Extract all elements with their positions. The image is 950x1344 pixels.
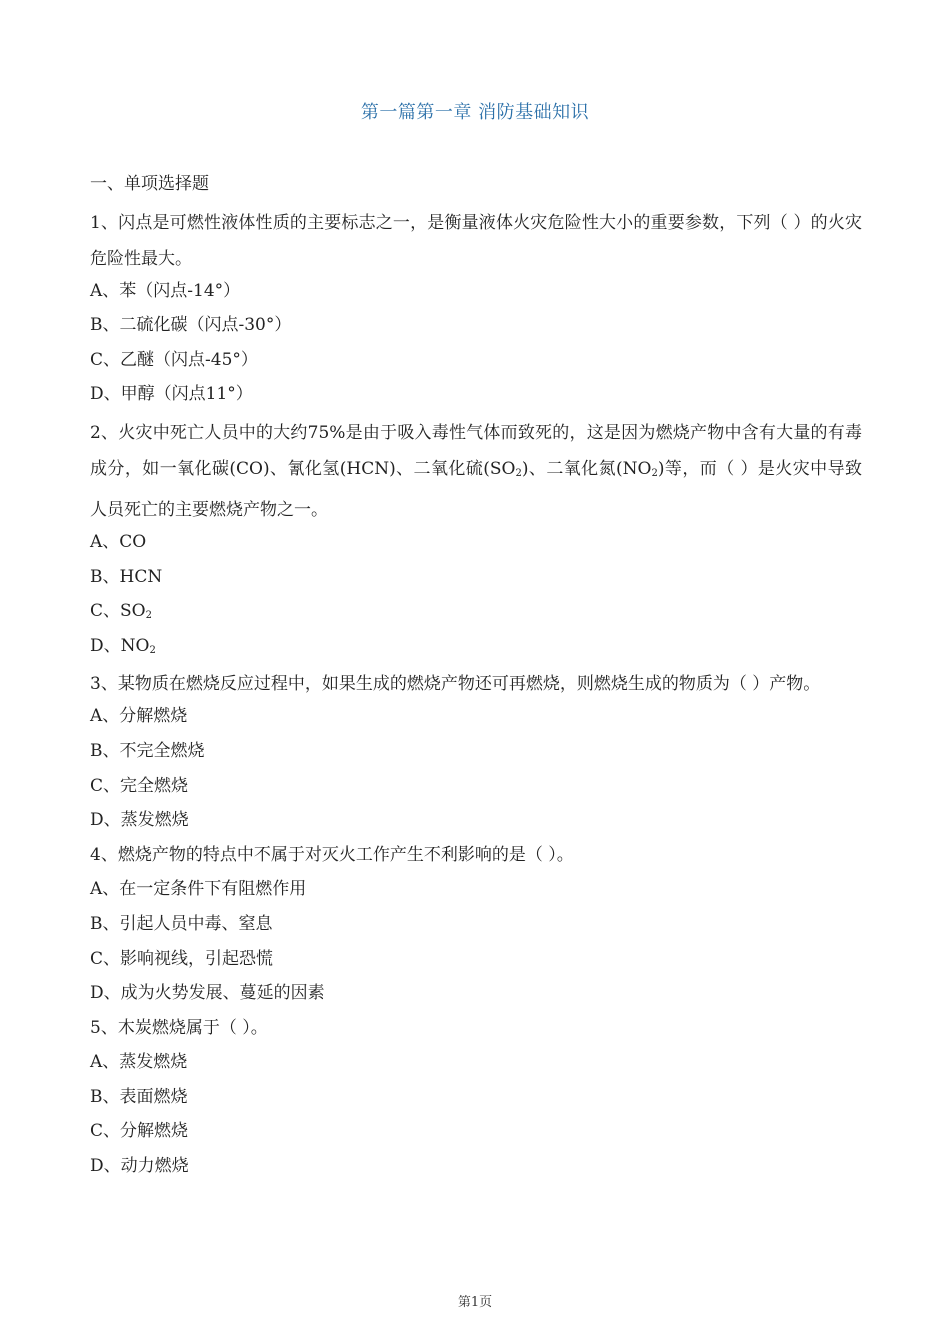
section-heading: 一、单项选择题 (90, 174, 209, 194)
q3-option-c: C、完全燃烧 (90, 775, 189, 796)
page-number: 第1页 (457, 1295, 493, 1310)
q2-option-d (90, 632, 862, 667)
q2-text-1: 2、火灾中死亡人员中的大约75%是由于吸入毒性气体而致死的，这是因为燃烧产物中含有大量的有毒成分，如一氧化碳(CO)、氰化氢(HCN)、二氧化硫(SO (90, 422, 862, 479)
q1-option-b: B、二硫化碳（闪点-30°） (90, 315, 292, 336)
q4-option-c: C、影响视线，引起恐慌 (90, 948, 274, 969)
q2-option-d-text: D、NO (90, 635, 150, 656)
q3-option-d: D、蒸发燃烧 (90, 810, 189, 831)
q4-option-d: D、成为火势发展、蔓延的因素 (90, 983, 325, 1004)
q5-option-c: C、分解燃烧 (90, 1121, 189, 1142)
q3-option-b: B、不完全燃烧 (90, 740, 205, 761)
q1-option-a: A、苯（闪点-14°） (90, 280, 241, 301)
question-5: 5、木炭燃烧属于（ ）。 (90, 1017, 268, 1038)
q2-option-b: B、HCN (90, 566, 163, 587)
q3-option-a: A、分解燃烧 (90, 706, 188, 727)
q2-text-2: )、二氧化氮(NO (521, 458, 652, 479)
question-2 (90, 415, 862, 528)
q4-option-b: B、引起人员中毒、窒息 (90, 913, 273, 934)
q2-subscript-1: 2 (515, 467, 522, 479)
page-title: 第一篇第一章 消防基础知识 (360, 102, 590, 123)
q5-option-b: B、表面燃烧 (90, 1086, 188, 1107)
q4-option-a: A、在一定条件下有阻燃作用 (90, 879, 307, 900)
question-3: 3、某物质在燃烧反应过程中，如果生成的燃烧产物还可再燃烧，则燃烧生成的物质为（ ）产物。 (90, 674, 821, 695)
q2-option-c-text: C、SO (90, 601, 146, 622)
q1-option-c: C、乙醚（闪点-45°） (90, 349, 258, 370)
question-list (90, 170, 862, 1187)
q2-option-c-subscript: 2 (145, 610, 152, 622)
question-4: 4、燃烧产物的特点中不属于对灭火工作产生不利影响的是（ ）。 (90, 844, 574, 865)
q5-option-d: D、动力燃烧 (90, 1156, 189, 1177)
q2-text-3: )等，而（ ）是火灾中导致人员死亡的主要燃烧产物之一。 (90, 458, 862, 520)
q2-subscript-2: 2 (651, 467, 658, 479)
q2-option-a: A、CO (90, 531, 147, 552)
q5-option-a: A、蒸发燃烧 (90, 1052, 188, 1073)
question-1: 1、闪点是可燃性液体性质的主要标志之一，是衡量液体火灾危险性大小的重要参数，下列（ ）的火灾危险性最大。 (90, 212, 862, 269)
q2-option-c (90, 597, 862, 632)
q2-option-d-subscript: 2 (149, 644, 156, 656)
q1-option-d: D、甲醇（闪点11°） (90, 384, 253, 405)
